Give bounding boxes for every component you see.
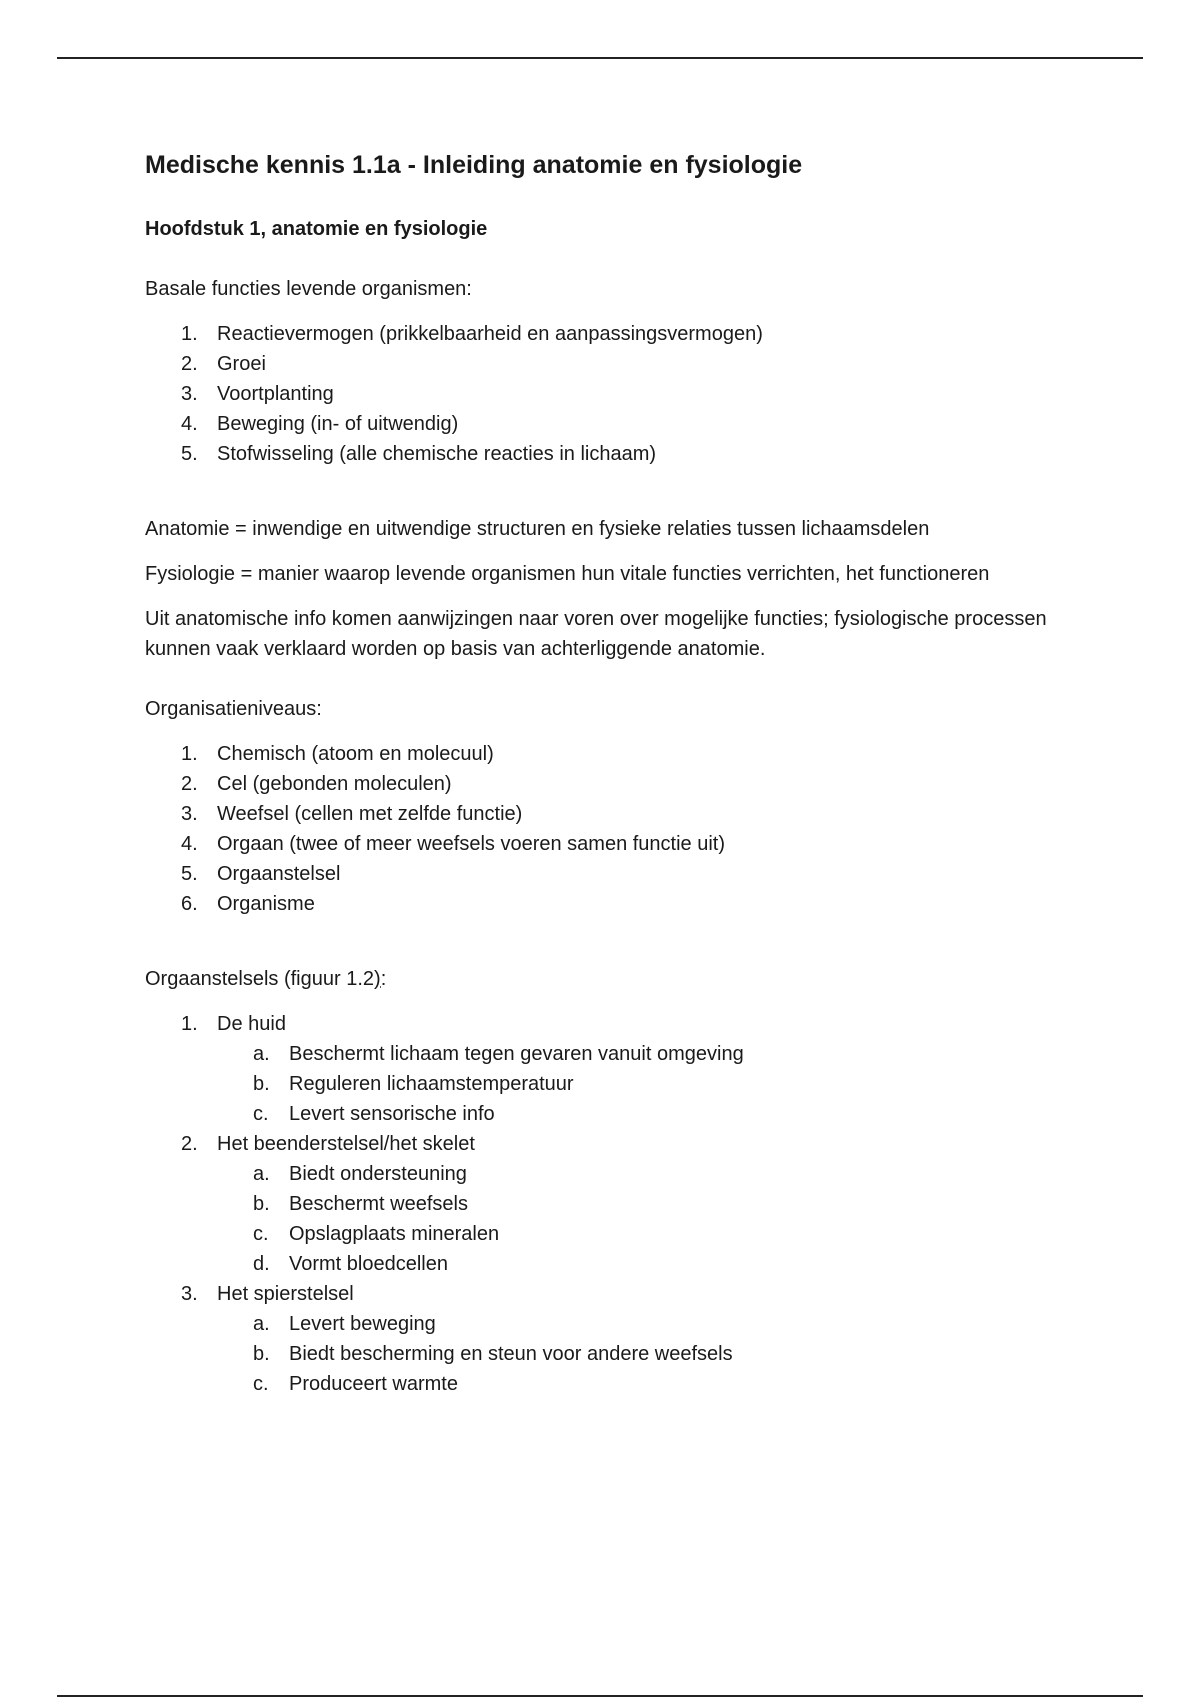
list-item xyxy=(145,319,1065,349)
sub-list-item xyxy=(217,1189,1065,1219)
list-item xyxy=(145,769,1065,799)
sub-list-text: Beschermt weefsels xyxy=(289,1193,468,1215)
list-item xyxy=(145,1129,1065,1279)
heading-colon: : xyxy=(380,968,387,990)
sub-list-text: Levert beweging xyxy=(289,1313,436,1335)
list-number: 2. xyxy=(181,353,198,375)
sub-list-item xyxy=(217,1219,1065,1249)
sub-list-letter: b. xyxy=(253,1193,270,1215)
organ-systems-list xyxy=(145,1009,1065,1399)
organ-systems-heading xyxy=(145,964,1065,994)
list-text: Cel (gebonden moleculen) xyxy=(217,773,452,795)
sub-list-letter: c. xyxy=(253,1373,269,1395)
basal-functions-list xyxy=(145,319,1065,469)
sub-list-letter: a. xyxy=(253,1163,270,1185)
organization-levels-list xyxy=(145,739,1065,919)
list-text: De huid xyxy=(217,1013,286,1035)
organization-levels-heading: Organisatieniveaus: xyxy=(145,698,322,720)
list-text: Stofwisseling (alle chemische reacties in lichaam) xyxy=(217,443,657,465)
list-number: 3. xyxy=(181,1283,198,1305)
header-rule xyxy=(57,57,1143,59)
list-text: Het spierstelsel xyxy=(217,1283,354,1305)
sub-list xyxy=(217,1039,1065,1129)
list-number: 5. xyxy=(181,863,198,885)
list-item xyxy=(145,379,1065,409)
list-item xyxy=(145,799,1065,829)
title-course: Medische kennis 1.1a xyxy=(145,151,401,179)
document-body xyxy=(145,140,1065,1399)
sub-list-text: Vormt bloedcellen xyxy=(289,1253,448,1275)
list-number: 3. xyxy=(181,383,198,405)
anatomy-physiology-relation: Uit anatomische info komen aanwijzingen naar voren over mogelijke functies; fysiologische processen kunnen vaak verklaard worden op basis van achterliggende anatomie. xyxy=(145,608,1047,660)
sub-list-text: Levert sensorische info xyxy=(289,1103,495,1125)
sub-list-letter: c. xyxy=(253,1103,269,1125)
list-item xyxy=(145,829,1065,859)
sub-list-item xyxy=(217,1159,1065,1189)
sub-list-item xyxy=(217,1339,1065,1369)
sub-list-item xyxy=(217,1309,1065,1339)
list-text: Het beenderstelsel/het skelet xyxy=(217,1133,475,1155)
list-number: 5. xyxy=(181,443,198,465)
footer-rule xyxy=(57,1695,1143,1697)
sub-list-text: Biedt bescherming en steun voor andere weefsels xyxy=(289,1343,733,1365)
list-item xyxy=(145,409,1065,439)
sub-list-item xyxy=(217,1069,1065,1099)
sub-list-item xyxy=(217,1099,1065,1129)
list-text: Voortplanting xyxy=(217,383,334,405)
sub-list-text: Biedt ondersteuning xyxy=(289,1163,467,1185)
sub-list-text: Reguleren lichaamstemperatuur xyxy=(289,1073,574,1095)
sub-list-letter: b. xyxy=(253,1343,270,1365)
list-item xyxy=(145,1279,1065,1399)
list-text: Groei xyxy=(217,353,266,375)
sub-list-item xyxy=(217,1039,1065,1069)
document-title xyxy=(145,148,1065,182)
list-number: 6. xyxy=(181,893,198,915)
physiology-definition: Fysiologie = manier waarop levende organismen hun vitale functies verrichten, het functioneren xyxy=(145,563,990,585)
list-number: 4. xyxy=(181,833,198,855)
sub-list-text: Beschermt lichaam tegen gevaren vanuit omgeving xyxy=(289,1043,744,1065)
basal-functions-heading: Basale functies levende organismen: xyxy=(145,278,472,300)
list-number: 1. xyxy=(181,743,198,765)
sub-list xyxy=(217,1159,1065,1279)
list-text: Organisme xyxy=(217,893,315,915)
list-text: Orgaan (twee of meer weefsels voeren samen functie uit) xyxy=(217,833,726,855)
sub-list-letter: a. xyxy=(253,1043,270,1065)
list-item xyxy=(145,1009,1065,1129)
list-number: 1. xyxy=(181,1013,198,1035)
list-text: Beweging (in- of uitwendig) xyxy=(217,413,459,435)
list-item xyxy=(145,739,1065,769)
sub-list-item xyxy=(217,1369,1065,1399)
sub-list-letter: c. xyxy=(253,1223,269,1245)
list-text: Orgaanstelsel xyxy=(217,863,341,885)
list-number: 2. xyxy=(181,1133,198,1155)
title-subject: - Inleiding anatomie en fysiologie xyxy=(400,151,803,179)
anatomy-definition: Anatomie = inwendige en uitwendige structuren en fysieke relaties tussen lichaamsdelen xyxy=(145,518,930,540)
list-number: 4. xyxy=(181,413,198,435)
sub-list-text: Produceert warmte xyxy=(289,1373,458,1395)
list-item xyxy=(145,349,1065,379)
heading-text: Orgaanstelsels (figuur 1.2 xyxy=(145,968,375,990)
sub-list-letter: b. xyxy=(253,1073,270,1095)
heading-underlined: ) xyxy=(374,968,381,990)
chapter-heading: Hoofdstuk 1, anatomie en fysiologie xyxy=(145,218,488,240)
list-item xyxy=(145,859,1065,889)
list-number: 3. xyxy=(181,803,198,825)
sub-list xyxy=(217,1309,1065,1399)
list-number: 2. xyxy=(181,773,198,795)
sub-list-letter: a. xyxy=(253,1313,270,1335)
sub-list-letter: d. xyxy=(253,1253,270,1275)
list-text: Reactievermogen (prikkelbaarheid en aanpassingsvermogen) xyxy=(217,323,763,345)
list-number: 1. xyxy=(181,323,198,345)
sub-list-text: Opslagplaats mineralen xyxy=(289,1223,500,1245)
list-item xyxy=(145,439,1065,469)
list-text: Weefsel (cellen met zelfde functie) xyxy=(217,803,523,825)
list-item xyxy=(145,889,1065,919)
sub-list-item xyxy=(217,1249,1065,1279)
list-text: Chemisch (atoom en molecuul) xyxy=(217,743,494,765)
